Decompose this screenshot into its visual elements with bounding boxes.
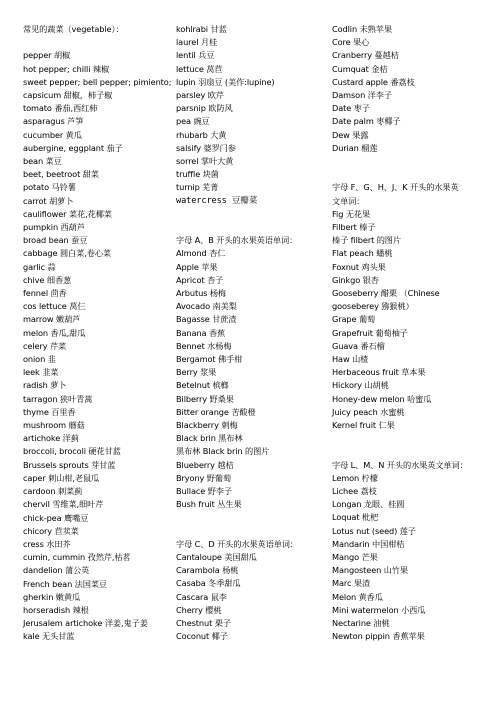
text-line: Dew 果露 <box>332 129 369 140</box>
text-line: cress 水田芥 <box>23 538 71 549</box>
text-line: hot pepper; chilli 辣椒 <box>23 63 110 74</box>
text-line: Grape 葡萄 <box>332 314 376 325</box>
text-line: Melon 黄香瓜 <box>332 591 383 602</box>
text-line: Cascara 鼠李 <box>176 591 227 602</box>
text-line: Cumquat 金桔 <box>332 63 388 74</box>
text-line: chick-pea 鹰嘴豆 <box>23 512 89 523</box>
text-line: Durian 榴莲 <box>332 142 378 153</box>
text-line: tomato 番茄,西红柿 <box>23 103 98 114</box>
text-line: Bilberry 野桑果 <box>176 393 234 404</box>
blank-line <box>332 168 482 181</box>
text-line: 字母 F、G、H、J、K 开头的水果英 <box>332 182 459 193</box>
text-line: Nectarine 油桃 <box>332 618 390 629</box>
text-line: leek 韭菜 <box>23 367 59 378</box>
text-line: 榛子 filbert 的图片 <box>332 235 401 246</box>
text-line: lettuce 莴苣 <box>176 63 223 74</box>
text-line: Bagasse 甘蔗渣 <box>176 314 237 325</box>
text-line: cauliflower 菜花,花椰菜 <box>23 208 112 219</box>
text-line: cos lettuce 莴仨 <box>23 301 86 312</box>
text-line: Bryony 野葡萄 <box>176 472 232 483</box>
text-line: Blackberry 刺梅 <box>176 420 238 431</box>
vegetable-column <box>23 23 173 644</box>
text-line: mushroom 蘑菇 <box>23 420 85 431</box>
text-line: tarragon 狭叶青蒿 <box>23 393 93 404</box>
text-line: asparagus 芦笋 <box>23 116 84 127</box>
text-line: Black brin 黑布林 <box>176 433 243 444</box>
text-line: fennel 茴香 <box>23 288 67 299</box>
text-line: pepper 胡椒 <box>23 50 71 61</box>
text-line: cabbage 圆白菜,卷心菜 <box>23 248 111 259</box>
text-line: bean 菜豆 <box>23 156 62 167</box>
text-line: Lemon 柠檬 <box>332 472 378 483</box>
text-line: Cherry 樱桃 <box>176 604 222 615</box>
text-line: Guava 番石榴 <box>332 340 385 351</box>
text-line: Blueberry 越桔 <box>176 459 234 470</box>
text-line: Cranberry 蔓越桔 <box>332 50 399 61</box>
text-line: marrow 嫩葫芦 <box>23 314 81 325</box>
text-line: 黑布林 Black brin 的图片 <box>176 446 270 457</box>
text-line: sorrel 掌叶大黄 <box>176 156 234 167</box>
text-line: potato 马铃薯 <box>23 182 76 193</box>
text-line: pea 豌豆 <box>176 116 210 127</box>
text-line: Filbert 榛子 <box>332 222 376 233</box>
text-line: cucumber 黄瓜 <box>23 129 82 140</box>
text-line: Apricot 杏子 <box>176 274 224 285</box>
text-line: pumpkin 西葫芦 <box>23 222 85 233</box>
text-line: garlic 蒜 <box>23 261 56 272</box>
text-line: Coconut 椰子 <box>176 631 228 642</box>
text-line: Jerusalem artichoke 洋姜,鬼子姜 <box>23 618 148 629</box>
blank-line <box>23 36 173 49</box>
text-line: gherkin 嫩黄瓜 <box>23 591 81 602</box>
fruit-column-ab-cd <box>176 23 326 643</box>
text-line: melon 香瓜,甜瓜 <box>23 327 86 338</box>
text-line: Kernel fruit 仁果 <box>332 420 395 431</box>
text-line: truffle 块菌 <box>176 169 219 180</box>
text-line: artichoke 洋蓟 <box>23 433 79 444</box>
text-line: lentil 兵豆 <box>176 50 215 61</box>
text-line: Berry 浆果 <box>176 367 217 378</box>
text-line: Foxnut 鸡头果 <box>332 261 386 272</box>
text-line: Longan 龙眼、桂圆 <box>332 499 405 510</box>
text-line: Flat peach 蟠桃 <box>332 248 393 259</box>
text-line: Banana 香蕉 <box>176 327 226 338</box>
text-line: beet, beetroot 甜菜 <box>23 169 99 180</box>
text-line: parsnip 欧防风 <box>176 103 233 114</box>
text-line: Marc 果渣 <box>332 578 371 589</box>
text-line: aubergine, eggplant 茄子 <box>23 142 123 153</box>
text-line: Almond 杏仁 <box>176 248 226 259</box>
text-line: 字母 C、D 开头的水果英语单词： <box>176 538 298 549</box>
text-line: parsley 欧芹 <box>176 90 224 101</box>
text-line: Hickory 山胡桃 <box>332 380 389 391</box>
text-line: Ginkgo 银杏 <box>332 274 379 285</box>
blank-line <box>176 525 326 538</box>
text-line: Brussels sprouts 芽甘蓝 <box>23 459 116 470</box>
text-line: Honey-dew melon 哈蜜瓜 <box>332 393 432 404</box>
fruit-column-fk-ln <box>332 23 482 643</box>
text-line: 字母 A、B 开头的水果英语单词： <box>176 235 298 246</box>
text-line: watercress 豆瓣菜 <box>176 195 258 206</box>
text-line: 常见的蔬菜（vegetable）： <box>23 24 124 34</box>
blank-line <box>176 208 326 221</box>
text-line: Bitter orange 苦酸橙 <box>176 406 256 417</box>
text-line: gooseberey 猕猴桃） <box>332 301 414 312</box>
text-line: kohlrabi 甘蓝 <box>176 24 227 34</box>
blank-line <box>176 511 326 524</box>
text-line: Lichee 荔枝 <box>332 486 377 497</box>
text-line: Casaba 冬季甜瓜 <box>176 578 241 589</box>
text-line: Core 果心 <box>332 37 370 48</box>
text-line: Arbutus 杨梅 <box>176 288 226 299</box>
text-line: Apple 苹果 <box>176 261 218 272</box>
text-line: onion 韭 <box>23 354 56 365</box>
text-line: Newton pippin 香蕉苹果 <box>332 631 425 642</box>
text-line: chive 细香葱 <box>23 274 72 285</box>
text-line: Haw 山楂 <box>332 354 369 365</box>
text-line: Mangosteen 山竹果 <box>332 565 408 576</box>
text-line: broccoli, brocoli 硬花甘蓝 <box>23 446 121 457</box>
blank-line <box>176 221 326 234</box>
text-line: Date palm 枣椰子 <box>332 116 401 127</box>
text-line: rhubarb 大黄 <box>176 129 227 140</box>
text-line: salsify 婆罗门参 <box>176 142 236 153</box>
blank-line <box>332 445 482 458</box>
text-line: Betelnut 槟榔 <box>176 380 229 391</box>
text-line: Mandarin 中国柑桔 <box>332 538 405 549</box>
text-line: Bush fruit 丛生果 <box>176 499 242 510</box>
text-line: French bean 法国菜豆 <box>23 578 108 589</box>
text-line: dandelion 蒲公英 <box>23 565 90 576</box>
text-line: Mango 芒果 <box>332 552 378 563</box>
text-line: radish 萝卜 <box>23 380 67 391</box>
text-line: Chestnut 栗子 <box>176 618 231 629</box>
text-line: Codlin 未熟苹果 <box>332 24 392 34</box>
text-line: 字母 L、M、N 开头的水果英文单词： <box>332 459 468 470</box>
text-line: cardoon 刺菜蓟 <box>23 486 83 497</box>
text-line: Date 枣子 <box>332 103 370 114</box>
text-line: Gooseberry 醋栗 （Chinese <box>332 288 440 299</box>
text-line: caper 刺山柑,老鼠瓜 <box>23 472 100 483</box>
text-line: Bennet 水杨梅 <box>176 340 232 351</box>
text-line: thyme 百里香 <box>23 406 76 417</box>
text-line: carrot 胡萝卜 <box>23 195 74 206</box>
text-line: Juicy peach 水蜜桃 <box>332 406 405 417</box>
text-line: Lotus nut (seed) 莲子 <box>332 525 416 536</box>
text-line: capsicum 甜椒，柿子椒 <box>23 90 113 100</box>
text-line: cumin, cummin 孜然芹,枯茗 <box>23 552 131 563</box>
text-line: Damson 洋李子 <box>332 90 392 101</box>
text-line: celery 芹菜 <box>23 340 67 351</box>
text-line: Fig 无花果 <box>332 208 371 219</box>
blank-line <box>332 155 482 168</box>
blank-line <box>332 432 482 445</box>
text-line: Loquat 枇杷 <box>332 512 379 523</box>
text-line: turnip 芜菁 <box>176 182 219 193</box>
text-line: Bullace 野李子 <box>176 486 232 497</box>
text-line: 文单词： <box>332 195 365 206</box>
text-line: lupin 羽扇豆 (美作:lupine) <box>176 76 275 87</box>
text-line: Mini watermelon 小西瓜 <box>332 604 426 615</box>
text-line: chicory 苣荬菜 <box>23 525 79 536</box>
text-line: Carambola 杨桃 <box>176 565 239 576</box>
text-line: Cantaloupe 美国甜瓜 <box>176 552 257 563</box>
text-line: laurel 月桂 <box>176 37 218 48</box>
text-line: Herbaceous fruit 草本果 <box>332 367 426 378</box>
text-line: Grapefruit 葡萄柚子 <box>332 327 408 338</box>
text-line: kale 无头甘蓝 <box>23 631 75 642</box>
text-line: broad bean 蚕豆 <box>23 235 88 246</box>
text-line: Avocado 南美梨 <box>176 301 237 312</box>
text-line: sweet pepper; bell pepper; pimiento; <box>23 76 172 87</box>
text-line: chervil 雪维菜,细叶芹 <box>23 499 104 510</box>
text-line: Bergamot 佛手柑 <box>176 354 243 365</box>
text-line: horseradish 辣根 <box>23 604 89 615</box>
text-line: Custard apple 番荔枝 <box>332 76 415 87</box>
